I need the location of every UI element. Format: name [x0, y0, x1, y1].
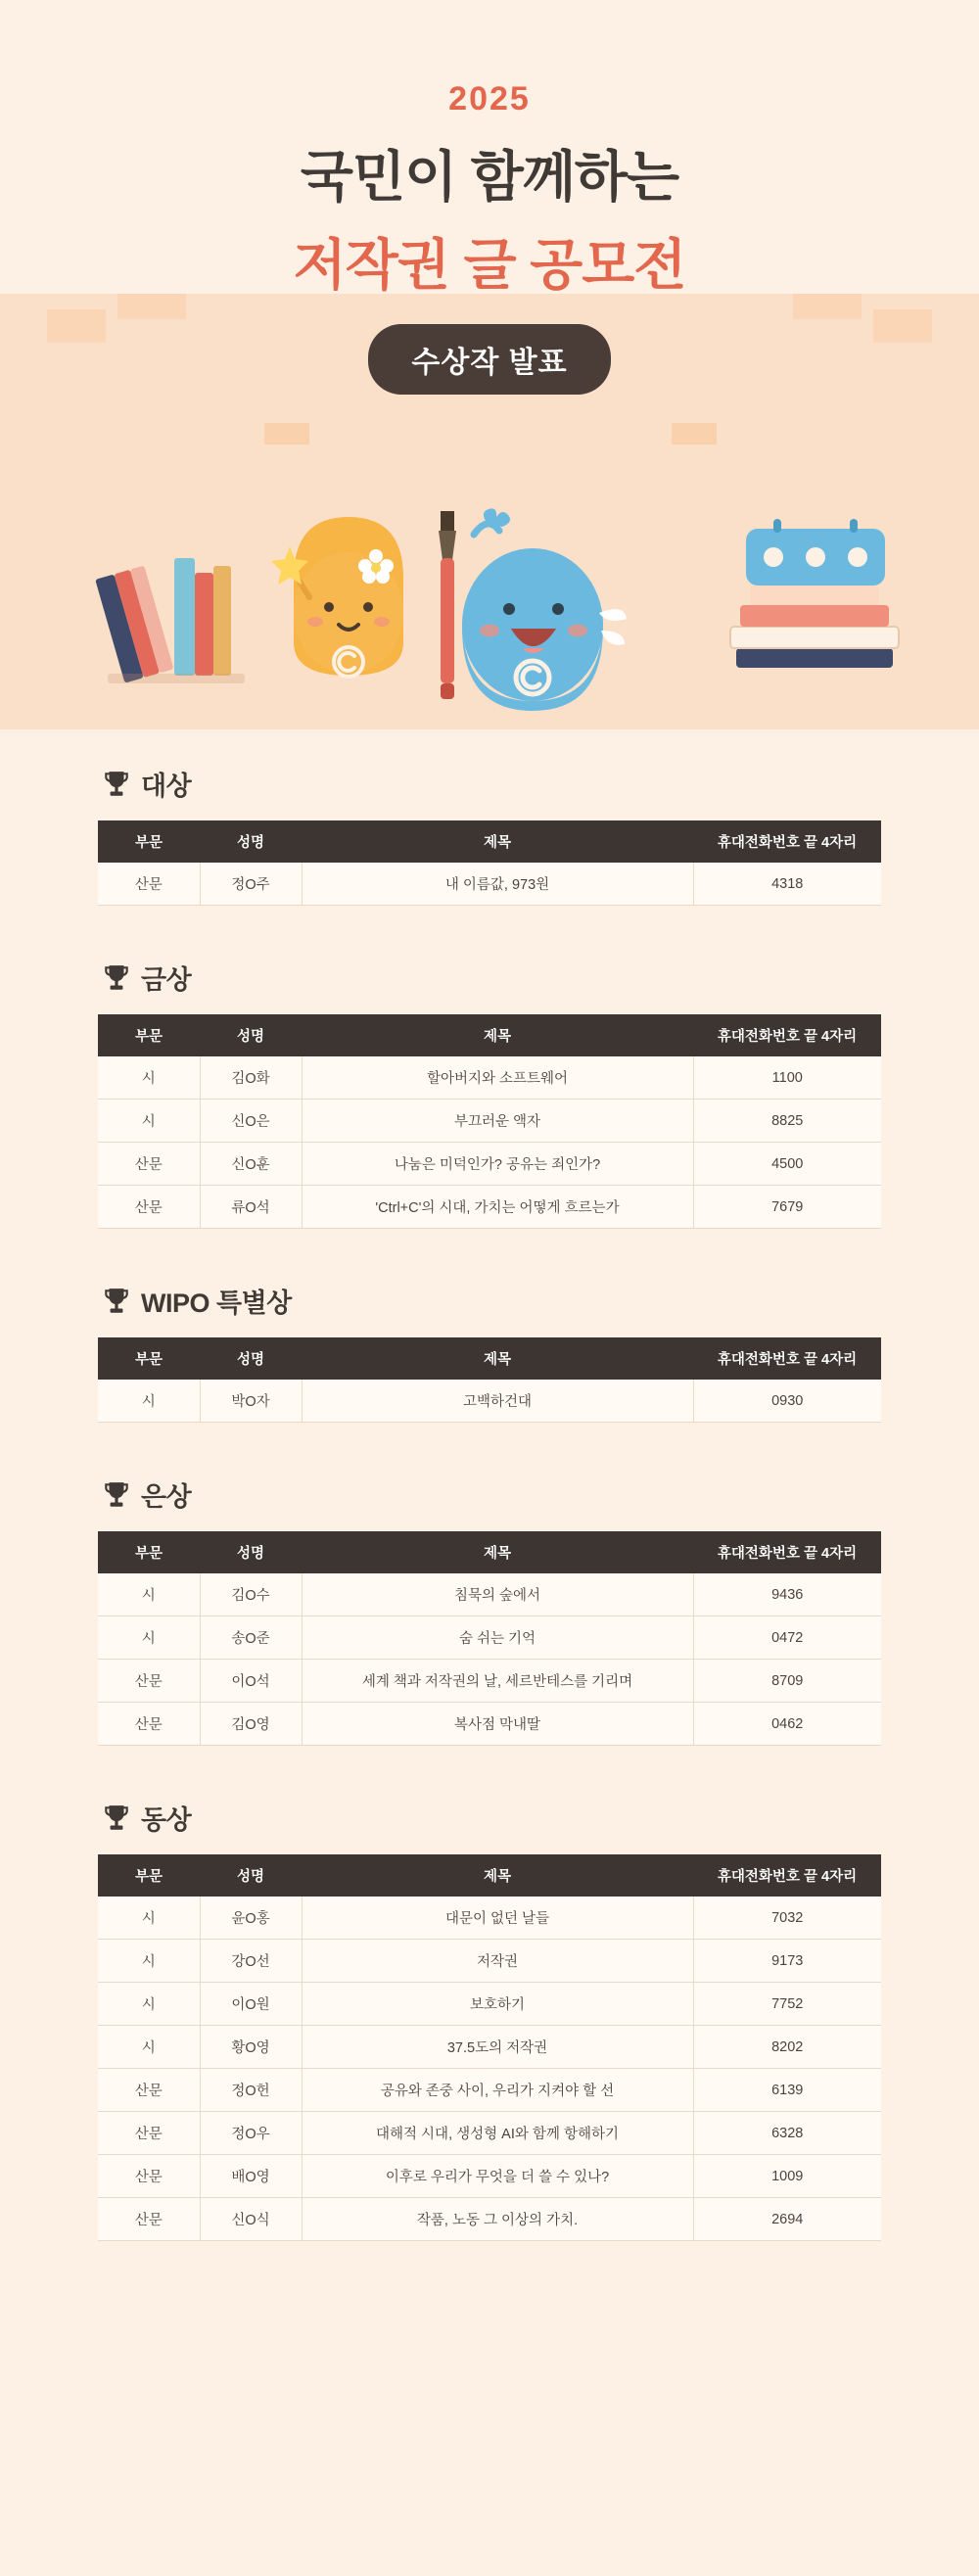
trophy-icon: [104, 770, 129, 799]
col-header-name: 성명: [200, 1014, 302, 1056]
cell-title: 대해적 시대, 생성형 AI와 함께 항해하기: [302, 2112, 693, 2155]
cell-name: 신O식: [200, 2198, 302, 2241]
table-row: [98, 1380, 881, 1423]
cell-title: 부끄러운 액자: [302, 1100, 693, 1143]
section-title: 동상: [141, 1805, 192, 1835]
cell-phone: 1009: [693, 2155, 881, 2198]
cell-category: 시: [98, 2026, 200, 2069]
cell-phone: 4500: [693, 1143, 881, 1186]
cell-title: 작품, 노동 그 이상의 가치.: [302, 2198, 693, 2241]
trophy-icon: [104, 1287, 129, 1316]
contest-year: 2025: [448, 80, 531, 117]
table-row: [98, 1897, 881, 1940]
cell-category: 산문: [98, 2069, 200, 2112]
cell-name: 박O자: [200, 1380, 302, 1423]
cell-phone: 0930: [693, 1380, 881, 1423]
cell-phone: 6328: [693, 2112, 881, 2155]
section-title: WIPO 특별상: [141, 1288, 292, 1318]
cell-category: 시: [98, 1897, 200, 1940]
books-left-icon: [95, 558, 245, 683]
cell-title: 이후로 우리가 무엇을 더 쓸 수 있나?: [302, 2155, 693, 2198]
section-header: [98, 1475, 881, 1514]
cell-phone: 0462: [693, 1703, 881, 1746]
trophy-icon: [104, 1480, 129, 1510]
col-header-title: 제목: [302, 1854, 693, 1897]
table-row: [98, 1100, 881, 1143]
cell-name: 류O석: [200, 1186, 302, 1229]
table-header-row: [98, 1854, 881, 1897]
cell-category: 산문: [98, 1186, 200, 1229]
section-title: 대상: [141, 772, 192, 801]
awards-content: [0, 729, 979, 2300]
awards-table: [98, 1854, 881, 2241]
col-header-category: 부문: [98, 1854, 200, 1897]
cell-name: 배O영: [200, 2155, 302, 2198]
cell-category: 산문: [98, 1660, 200, 1703]
hero-text-block: [0, 0, 979, 395]
section-title: 금상: [141, 965, 192, 995]
table-row: [98, 863, 881, 906]
col-header-category: 부문: [98, 1531, 200, 1573]
illustration-svg: [0, 421, 979, 729]
table-header-row: [98, 820, 881, 863]
cell-title: 37.5도의 저작권: [302, 2026, 693, 2069]
col-header-name: 성명: [200, 1854, 302, 1897]
cell-category: 시: [98, 1616, 200, 1660]
cell-name: 정O주: [200, 863, 302, 906]
table-row: [98, 1660, 881, 1703]
col-header-title: 제목: [302, 820, 693, 863]
mascot-yellow-icon: [271, 517, 403, 677]
cell-category: 시: [98, 1573, 200, 1616]
cell-title: 보호하기: [302, 1983, 693, 2026]
table-header-row: [98, 1531, 881, 1573]
col-header-phone: 휴대전화번호 끝 4자리: [693, 820, 881, 863]
cell-title: 나눔은 미덕인가? 공유는 죄인가?: [302, 1143, 693, 1186]
cell-category: 산문: [98, 2112, 200, 2155]
cell-title: 내 이름값, 973원: [302, 863, 693, 906]
col-header-phone: 휴대전화번호 끝 4자리: [693, 1854, 881, 1897]
mascot-illustration: [0, 421, 979, 729]
table-row: [98, 1940, 881, 1983]
cell-phone: 9173: [693, 1940, 881, 1983]
table-row: [98, 2069, 881, 2112]
cell-phone: 7032: [693, 1897, 881, 1940]
col-header-title: 제목: [302, 1014, 693, 1056]
cell-category: 시: [98, 1983, 200, 2026]
cell-phone: 6139: [693, 2069, 881, 2112]
table-row: [98, 1186, 881, 1229]
cell-name: 강O선: [200, 1940, 302, 1983]
cell-name: 황O영: [200, 2026, 302, 2069]
table-row: [98, 1573, 881, 1616]
table-row: [98, 2026, 881, 2069]
mascot-blue-icon: [462, 508, 627, 711]
hero-banner: [0, 0, 979, 729]
announcement-badge: 수상작 발표: [368, 324, 610, 395]
poster-title-line1: 국민이 함께하는: [300, 146, 679, 208]
table-row: [98, 1983, 881, 2026]
cell-phone: 8709: [693, 1660, 881, 1703]
cell-phone: 1100: [693, 1056, 881, 1100]
col-header-name: 성명: [200, 1337, 302, 1380]
cell-name: 신O은: [200, 1100, 302, 1143]
table-header-row: [98, 1014, 881, 1056]
cell-phone: 7752: [693, 1983, 881, 2026]
table-row: [98, 1143, 881, 1186]
cell-phone: 9436: [693, 1573, 881, 1616]
cell-name: 정O우: [200, 2112, 302, 2155]
cell-category: 시: [98, 1380, 200, 1423]
cell-phone: 8825: [693, 1100, 881, 1143]
section-header: [98, 765, 881, 803]
cell-title: 복사점 막내딸: [302, 1703, 693, 1746]
cell-name: 윤O홍: [200, 1897, 302, 1940]
pen-icon: [439, 511, 456, 699]
col-header-category: 부문: [98, 1014, 200, 1056]
table-row: [98, 1056, 881, 1100]
cell-category: 시: [98, 1100, 200, 1143]
section-header: [98, 1799, 881, 1837]
table-row: [98, 1616, 881, 1660]
table-row: [98, 2112, 881, 2155]
table-row: [98, 1703, 881, 1746]
col-header-category: 부문: [98, 1337, 200, 1380]
cell-name: 정O헌: [200, 2069, 302, 2112]
award-section-daesang: [98, 765, 881, 906]
table-row: [98, 2198, 881, 2241]
cell-phone: 0472: [693, 1616, 881, 1660]
cell-title: 고백하건대: [302, 1380, 693, 1423]
awards-table: [98, 1014, 881, 1229]
cell-title: 대문이 없던 날들: [302, 1897, 693, 1940]
cell-name: 이O석: [200, 1660, 302, 1703]
cell-title: 숨 쉬는 기억: [302, 1616, 693, 1660]
cell-category: 산문: [98, 863, 200, 906]
cell-category: 시: [98, 1940, 200, 1983]
poster-title-line2: 저작권 글 공모전: [293, 234, 686, 296]
col-header-title: 제목: [302, 1337, 693, 1380]
col-header-name: 성명: [200, 820, 302, 863]
cell-phone: 7679: [693, 1186, 881, 1229]
cell-category: 산문: [98, 1143, 200, 1186]
trophy-icon: [104, 963, 129, 993]
cell-category: 시: [98, 1056, 200, 1100]
cell-phone: 8202: [693, 2026, 881, 2069]
award-section-dongsang: [98, 1799, 881, 2241]
award-section-eunsang: [98, 1475, 881, 1746]
cell-category: 산문: [98, 2198, 200, 2241]
col-header-phone: 휴대전화번호 끝 4자리: [693, 1531, 881, 1573]
table-header-row: [98, 1337, 881, 1380]
cell-name: 이O원: [200, 1983, 302, 2026]
table-row: [98, 2155, 881, 2198]
section-title: 은상: [141, 1482, 192, 1512]
section-header: [98, 1282, 881, 1320]
awards-table: [98, 1337, 881, 1423]
cell-phone: 4318: [693, 863, 881, 906]
col-header-category: 부문: [98, 820, 200, 863]
cell-name: 김O화: [200, 1056, 302, 1100]
award-section-wipo: [98, 1282, 881, 1423]
awards-table: [98, 1531, 881, 1746]
col-header-title: 제목: [302, 1531, 693, 1573]
cell-name: 김O수: [200, 1573, 302, 1616]
books-right-icon: [730, 519, 899, 668]
col-header-phone: 휴대전화번호 끝 4자리: [693, 1337, 881, 1380]
cell-category: 산문: [98, 1703, 200, 1746]
cell-title: 할아버지와 소프트웨어: [302, 1056, 693, 1100]
cell-name: 송O준: [200, 1616, 302, 1660]
award-section-geumsang: [98, 959, 881, 1229]
cell-title: 세계 책과 저작권의 날, 세르반테스를 기리며: [302, 1660, 693, 1703]
cell-title: 저작권: [302, 1940, 693, 1983]
awards-table: [98, 820, 881, 906]
cell-title: 'Ctrl+C'의 시대, 가치는 어떻게 흐르는가: [302, 1186, 693, 1229]
cell-category: 산문: [98, 2155, 200, 2198]
trophy-icon: [104, 1803, 129, 1833]
col-header-phone: 휴대전화번호 끝 4자리: [693, 1014, 881, 1056]
cell-name: 신O훈: [200, 1143, 302, 1186]
cell-title: 침묵의 숲에서: [302, 1573, 693, 1616]
cell-title: 공유와 존중 사이, 우리가 지켜야 할 선: [302, 2069, 693, 2112]
cell-phone: 2694: [693, 2198, 881, 2241]
col-header-name: 성명: [200, 1531, 302, 1573]
section-header: [98, 959, 881, 997]
cell-name: 김O영: [200, 1703, 302, 1746]
